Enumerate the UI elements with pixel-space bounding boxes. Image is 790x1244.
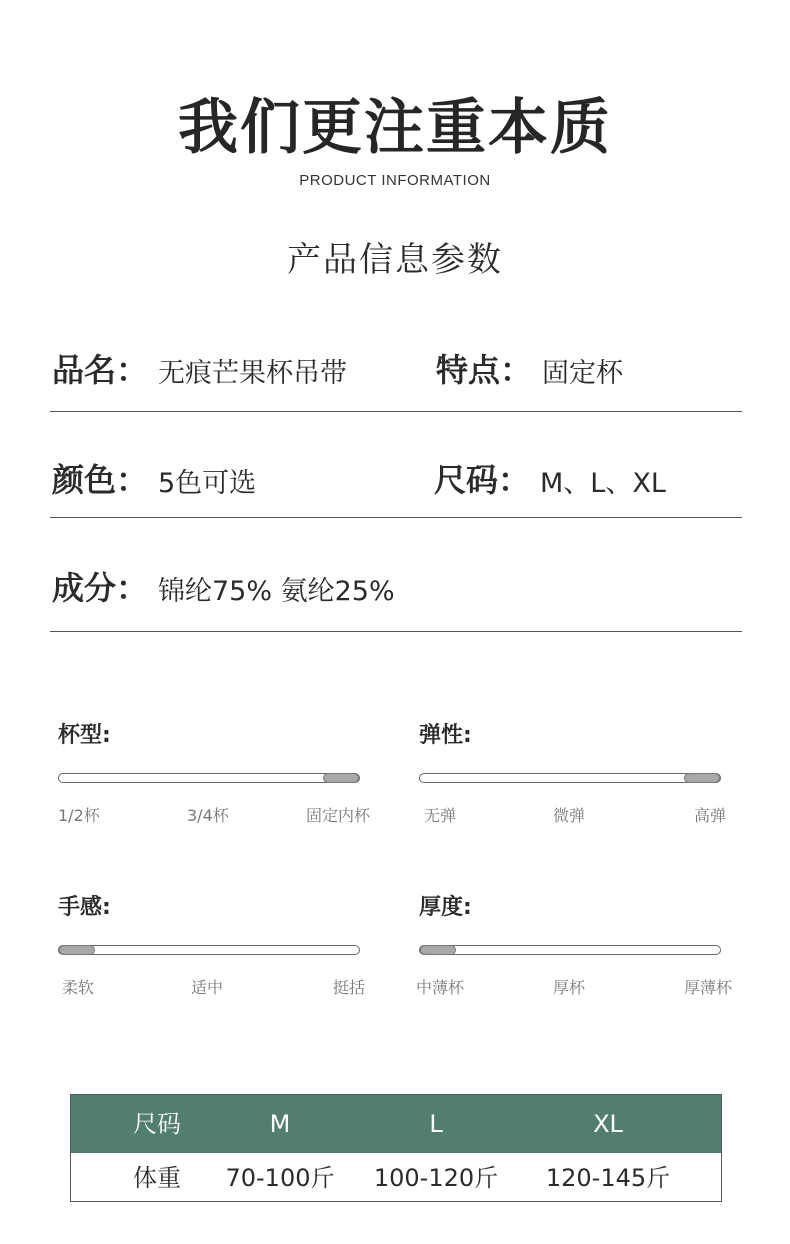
elasticity-label: 弹性:: [419, 723, 472, 748]
elasticity-tick-2: 微弹: [553, 806, 586, 825]
thickness-indicator: [420, 945, 456, 955]
color-label: 颜色：: [52, 461, 149, 499]
section-title: 产品信息参数: [287, 240, 503, 280]
size-header-cell: L: [429, 1110, 443, 1138]
divider: [50, 411, 742, 412]
page-subtitle-en: PRODUCT INFORMATION: [299, 172, 491, 189]
size-header-cell: M: [269, 1110, 291, 1138]
size-row-cell: 体重: [133, 1164, 181, 1192]
elasticity-indicator: [684, 773, 720, 783]
elasticity-tick-1: 无弹: [424, 806, 457, 825]
size-value: M、L、XL: [540, 468, 666, 499]
feel-label: 手感:: [58, 895, 111, 920]
material-value: 锦纶75% 氨纶25%: [158, 576, 395, 607]
thickness-tick-1: 中薄杯: [416, 978, 465, 997]
thickness-tick-2: 厚杯: [553, 978, 586, 997]
cup-type-label: 杯型:: [58, 723, 111, 748]
thickness-label: 厚度:: [419, 895, 472, 920]
cup-type-indicator: [323, 773, 359, 783]
thickness-scale: [419, 945, 721, 955]
divider: [50, 631, 742, 632]
color-value: 5色可选: [158, 468, 257, 499]
name-label: 品名：: [52, 351, 149, 389]
divider: [50, 517, 742, 518]
name-value: 无痕芒果杯吊带: [158, 358, 347, 389]
material-label: 成分：: [52, 569, 149, 607]
thickness-tick-3: 厚薄杯: [684, 978, 733, 997]
size-header-cell: 尺码: [133, 1110, 181, 1138]
feel-tick-1: 柔软: [62, 978, 95, 997]
size-table-header: [71, 1095, 721, 1153]
size-header-cell: XL: [593, 1110, 623, 1138]
feature-label: 特点：: [436, 351, 533, 389]
feel-tick-3: 挺括: [333, 978, 366, 997]
elasticity-tick-3: 高弹: [694, 806, 727, 825]
cup-tick-3: 固定内杯: [306, 806, 371, 825]
feel-scale: [58, 945, 360, 955]
cup-tick-2: 3/4杯: [187, 806, 229, 825]
cup-tick-1: 1/2杯: [58, 806, 100, 825]
size-row-cell: 70-100斤: [225, 1164, 335, 1192]
elasticity-scale: [419, 773, 721, 783]
size-table: [70, 1094, 722, 1202]
cup-type-scale: [58, 773, 360, 783]
size-table-row: [71, 1153, 721, 1203]
feel-indicator: [59, 945, 95, 955]
feature-value: 固定杯: [542, 358, 623, 389]
feel-tick-2: 适中: [191, 978, 224, 997]
size-row-cell: 100-120斤: [373, 1164, 499, 1192]
page-title: 我们更注重本质: [178, 93, 612, 163]
size-row-cell: 120-145斤: [545, 1164, 671, 1192]
size-label: 尺码：: [434, 461, 531, 499]
